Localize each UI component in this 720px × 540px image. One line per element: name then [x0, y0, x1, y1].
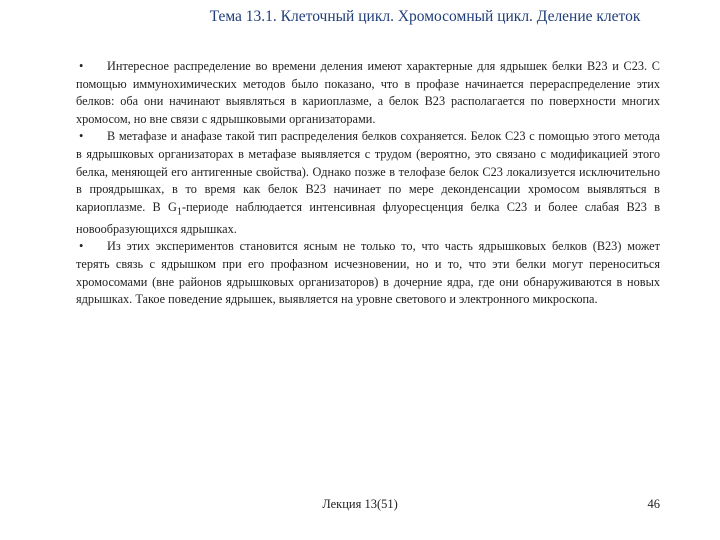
bullet-paragraph-3	[76, 238, 660, 308]
footer-lecture-label: Лекция 13(51)	[322, 497, 398, 511]
page-number: 46	[647, 497, 660, 511]
slide-title: Тема 13.1. Клеточный цикл. Хромосомный цикл. Деление клеток	[209, 8, 641, 25]
body-text	[76, 58, 660, 309]
subscript-text: 1	[176, 206, 182, 218]
bullet-paragraph-1	[76, 58, 660, 128]
paragraph-text: В метафазе и анафазе такой тип распределения белков сохраняется. Белок С23 с помощью этого метода в ядрышковых организаторах в метафазе выявляется с трудом (вероятно, это связано с модификацией этого белка, меняющей его антигенные свойства). Однако позже в телофазе белок С23 локализуется исключительно в проядрышках, в то время как белок В23 начинает по мере деконденсации хромосом выявляться в кариоплазме. В G	[76, 129, 660, 214]
bullet-paragraph-2	[76, 128, 660, 238]
bullet-icon: •	[79, 59, 84, 73]
paragraph-text: Из этих экспериментов становится ясным не только то, что часть ядрышковых белков (В23) может терять связь с ядрышком при его профазном исчезновении, но и то, что эти белки могут переноситься хромосомами (вне районов ядрышковых организаторов) в дочерние ядра, где они обнаруживаются в новых ядрышках. Такое поведение ядрышек, выявляется на уровне светового и электронного микроскопа.	[76, 239, 660, 307]
paragraph-text: Интересное распределение во времени деления имеют характерные для ядрышек белки В23 и С23. С помощью иммунохимических методов было показано, что в профазе начинается перераспределение этих белков: оба они начинают выявляться в кариоплазме, а белок В23 располагается по поверхности многих хромосом, но вне связи с ядрышковыми организаторами.	[76, 59, 660, 126]
paragraph-text-continued: -периоде наблюдается интенсивная флуоресценция белка С23 и более слабая В23 в новообразующихся ядрышках.	[76, 199, 660, 236]
bullet-icon: •	[79, 129, 84, 144]
bullet-icon: •	[79, 239, 84, 254]
